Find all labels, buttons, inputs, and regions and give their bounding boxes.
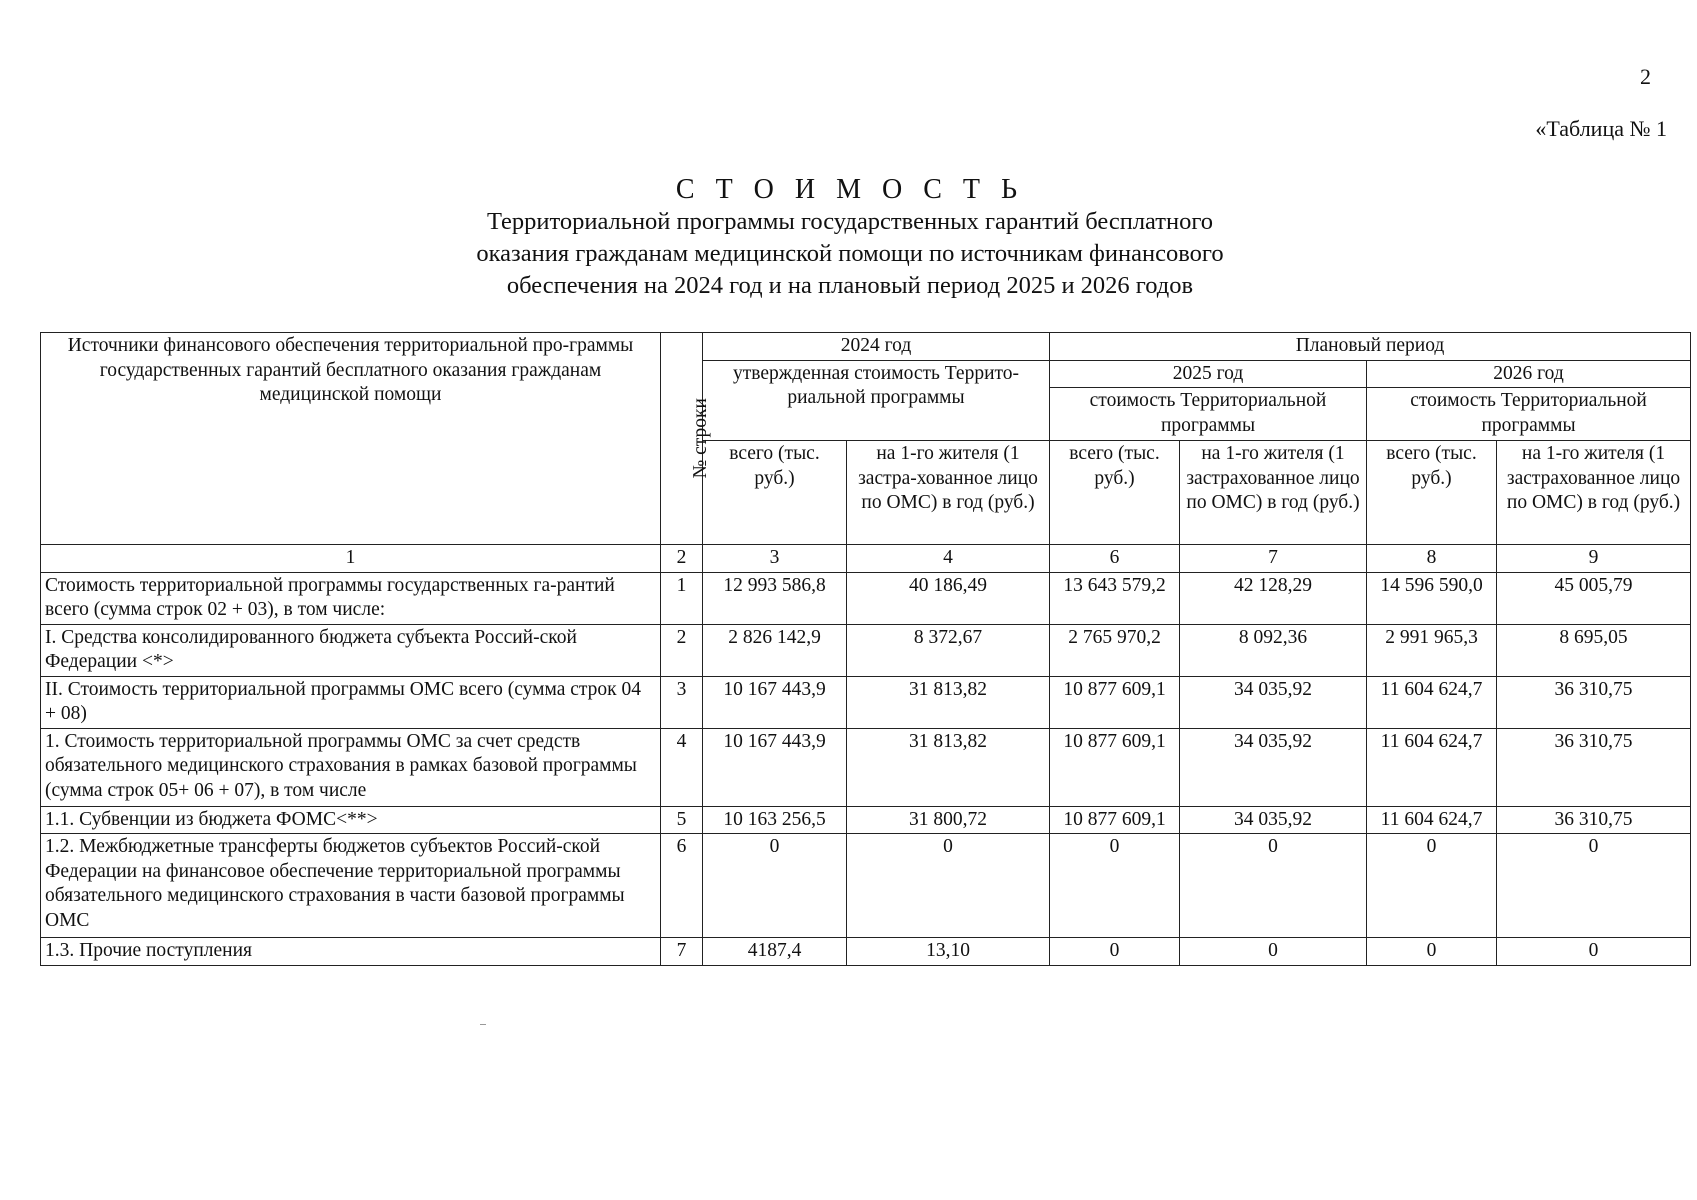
header-cost-2025: стоимость Территориальной программы xyxy=(1050,388,1367,441)
header-year-2026: 2026 год xyxy=(1367,360,1691,388)
column-number: 1 xyxy=(41,545,661,573)
cell-total-2025: 2 765 970,2 xyxy=(1050,624,1180,676)
column-number-row xyxy=(41,545,1691,573)
cell-per-capita-2026: 45 005,79 xyxy=(1497,572,1691,624)
page-number: 2 xyxy=(1640,64,1651,89)
header-cost-2026: стоимость Территориальной программы xyxy=(1367,388,1691,441)
document-title: С Т О И М О С Т Ь xyxy=(675,174,1025,205)
row-label: 1.2. Межбюджетные трансферты бюджетов субъектов Россий-ской Федерации на финансовое обеспечение территориальной программы обязательного медицинского страхования в части базовой программы ОМС xyxy=(41,834,661,938)
cell-total-2025: 0 xyxy=(1050,938,1180,966)
header-total-2024: всего (тыс. руб.) xyxy=(703,441,847,545)
table-row xyxy=(41,806,1691,834)
cell-total-2024: 2 826 142,9 xyxy=(703,624,847,676)
cell-per-capita-2026: 0 xyxy=(1497,938,1691,966)
header-row-no xyxy=(661,333,711,545)
header-year-2025: 2025 год xyxy=(1050,360,1367,388)
header-total-2025: всего (тыс. руб.) xyxy=(1050,441,1180,545)
cell-per-capita-2025: 8 092,36 xyxy=(1180,624,1367,676)
table-row xyxy=(41,728,1691,806)
column-number: 8 xyxy=(1367,545,1497,573)
row-number: 3 xyxy=(661,676,703,728)
cell-per-capita-2025: 34 035,92 xyxy=(1180,806,1367,834)
row-number: 7 xyxy=(661,938,703,966)
header-per-capita-2025: на 1-го жителя (1 застрахованное лицо по ОМС) в год (руб.) xyxy=(1180,441,1367,545)
cell-total-2025: 13 643 579,2 xyxy=(1050,572,1180,624)
financing-table xyxy=(40,332,1691,966)
cell-per-capita-2026: 0 xyxy=(1497,834,1691,938)
table-row xyxy=(41,572,1691,624)
cell-total-2024: 0 xyxy=(703,834,847,938)
cell-total-2026: 0 xyxy=(1367,938,1497,966)
cell-total-2025: 10 877 609,1 xyxy=(1050,728,1180,806)
cell-total-2026: 0 xyxy=(1367,834,1497,938)
cell-per-capita-2025: 34 035,92 xyxy=(1180,728,1367,806)
column-number: 9 xyxy=(1497,545,1691,573)
cell-total-2025: 0 xyxy=(1050,834,1180,938)
row-label: 1.3. Прочие поступления xyxy=(41,938,661,966)
cell-total-2024: 10 163 256,5 xyxy=(703,806,847,834)
cell-per-capita-2025: 0 xyxy=(1180,938,1367,966)
cell-total-2025: 10 877 609,1 xyxy=(1050,676,1180,728)
header-row-no-text: № строки xyxy=(689,398,711,479)
row-number: 2 xyxy=(661,624,703,676)
cell-per-capita-2026: 36 310,75 xyxy=(1497,676,1691,728)
cell-per-capita-2024: 31 813,82 xyxy=(847,676,1050,728)
row-label: Стоимость территориальной программы государственных га-рантий всего (сумма строк 02 + 03), в том числе: xyxy=(41,572,661,624)
header-source: Источники финансового обеспечения территориальной про-граммы государственных гарантий бесплатного оказания гражданам медицинской помощи xyxy=(41,333,661,545)
row-number: 4 xyxy=(661,728,703,806)
cell-total-2024: 4187,4 xyxy=(703,938,847,966)
row-label: 1.1. Субвенции из бюджета ФОМС<**> xyxy=(41,806,661,834)
document-subtitle-line-1: Территориальной программы государственных гарантий бесплатного xyxy=(486,208,1214,235)
cell-per-capita-2024: 31 800,72 xyxy=(847,806,1050,834)
row-label: 1. Стоимость территориальной программы ОМС за счет средств обязательного медицинского страхования в рамках базовой программы (сумма строк 05+ 06 + 07), в том числе xyxy=(41,728,661,806)
table-row xyxy=(41,624,1691,676)
cell-per-capita-2024: 13,10 xyxy=(847,938,1050,966)
row-number: 1 xyxy=(661,572,703,624)
cell-per-capita-2026: 36 310,75 xyxy=(1497,806,1691,834)
scan-mark xyxy=(480,1024,486,1025)
column-number: 4 xyxy=(847,545,1050,573)
header-year-2024: 2024 год xyxy=(703,333,1050,361)
cell-total-2026: 11 604 624,7 xyxy=(1367,676,1497,728)
table-row xyxy=(41,938,1691,966)
header-per-capita-2024: на 1-го жителя (1 застра-хованное лицо по ОМС) в год (руб.) xyxy=(847,441,1050,545)
cell-total-2026: 11 604 624,7 xyxy=(1367,806,1497,834)
column-number: 7 xyxy=(1180,545,1367,573)
cell-total-2024: 10 167 443,9 xyxy=(703,728,847,806)
cell-per-capita-2025: 0 xyxy=(1180,834,1367,938)
row-label: I. Средства консолидированного бюджета субъекта Россий-ской Федерации <*> xyxy=(41,624,661,676)
row-number: 6 xyxy=(661,834,703,938)
cell-per-capita-2026: 8 695,05 xyxy=(1497,624,1691,676)
cell-per-capita-2024: 40 186,49 xyxy=(847,572,1050,624)
document-subtitle-line-3: обеспечения на 2024 год и на плановый период 2025 и 2026 годов xyxy=(506,272,1194,299)
cell-per-capita-2024: 31 813,82 xyxy=(847,728,1050,806)
row-label: II. Стоимость территориальной программы ОМС всего (сумма строк 04 + 08) xyxy=(41,676,661,728)
header-per-capita-2026: на 1-го жителя (1 застрахованное лицо по ОМС) в год (руб.) xyxy=(1497,441,1691,545)
cell-per-capita-2024: 8 372,67 xyxy=(847,624,1050,676)
table-row xyxy=(41,834,1691,938)
table-label: «Таблица № 1 xyxy=(1535,116,1667,141)
column-number: 6 xyxy=(1050,545,1180,573)
header-planned-period: Плановый период xyxy=(1050,333,1691,361)
column-number: 2 xyxy=(661,545,703,573)
table-row xyxy=(41,676,1691,728)
cell-total-2026: 14 596 590,0 xyxy=(1367,572,1497,624)
cell-total-2025: 10 877 609,1 xyxy=(1050,806,1180,834)
document-subtitle-line-2: оказания гражданам медицинской помощи по источникам финансового xyxy=(476,240,1224,267)
cell-per-capita-2025: 42 128,29 xyxy=(1180,572,1367,624)
cell-per-capita-2025: 34 035,92 xyxy=(1180,676,1367,728)
header-total-2026: всего (тыс. руб.) xyxy=(1367,441,1497,545)
cell-total-2024: 12 993 586,8 xyxy=(703,572,847,624)
cell-total-2026: 11 604 624,7 xyxy=(1367,728,1497,806)
cell-total-2024: 10 167 443,9 xyxy=(703,676,847,728)
cell-per-capita-2026: 36 310,75 xyxy=(1497,728,1691,806)
header-approved-cost: утвержденная стоимость Террито-риальной программы xyxy=(703,360,1050,441)
cell-total-2026: 2 991 965,3 xyxy=(1367,624,1497,676)
row-number: 5 xyxy=(661,806,703,834)
cell-per-capita-2024: 0 xyxy=(847,834,1050,938)
column-number: 3 xyxy=(703,545,847,573)
